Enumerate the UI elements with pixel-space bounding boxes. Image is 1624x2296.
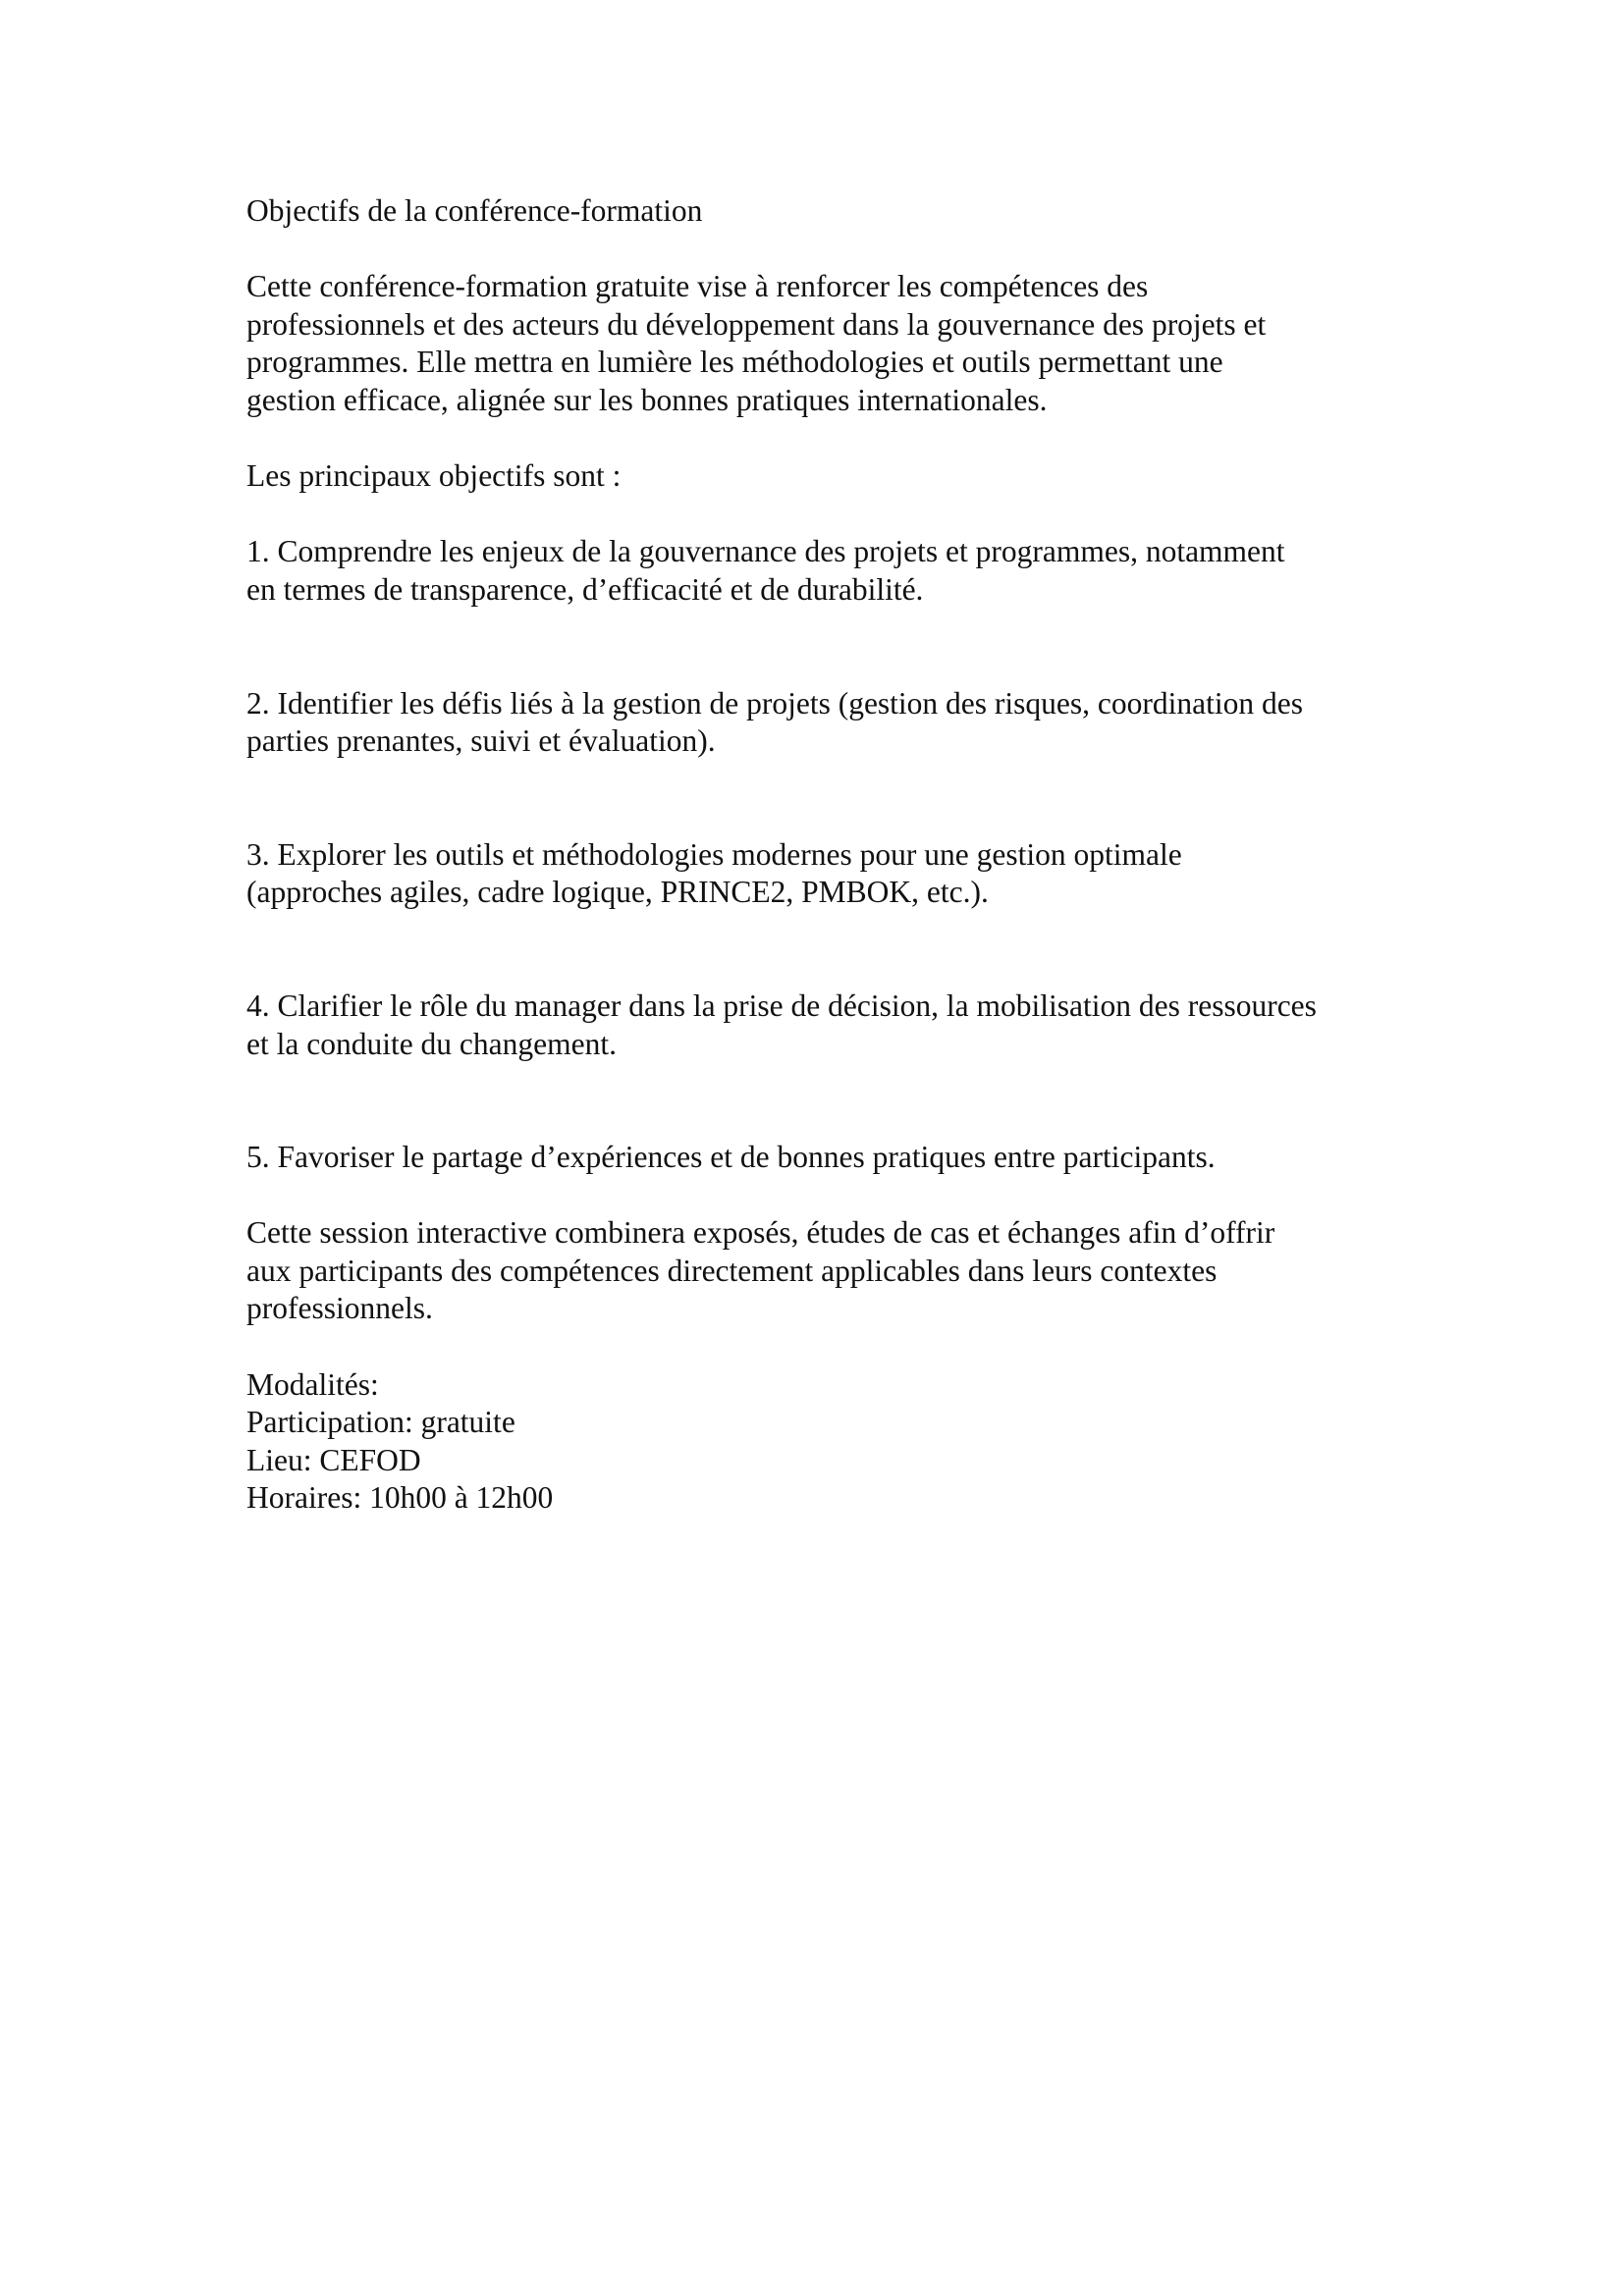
intro-line: Cette conférence-formation gratuite vise à renforcer les compétences des [246, 269, 1149, 304]
intro-line: gestion efficace, alignée sur les bonnes pratiques internationales. [246, 382, 1048, 417]
objective-line: et la conduite du changement. [246, 1026, 617, 1061]
objective-item-1 [246, 533, 1405, 609]
intro-line: professionnels et des acteurs du développement dans la gouvernance des projets et [246, 306, 1267, 342]
objective-item-5 [246, 1139, 1405, 1177]
objective-item-3 [246, 836, 1405, 912]
objective-line: en termes de transparence, d’efficacité et de durabilité. [246, 571, 924, 607]
participation-line: Participation: gratuite [246, 1405, 515, 1440]
objective-line: parties prenantes, suivi et évaluation). [246, 723, 716, 759]
lieu-line: Lieu: CEFOD [246, 1442, 421, 1477]
closing-line: aux participants des compétences directement applicables dans leurs contextes [246, 1253, 1218, 1288]
objective-item-2 [246, 685, 1405, 761]
intro-paragraph [246, 268, 1405, 419]
intro-line: programmes. Elle mettra en lumière les méthodologies et outils permettant une [246, 345, 1223, 380]
objectives-lead: Les principaux objectifs sont : [246, 458, 622, 494]
modalites-heading: Modalités: [246, 1366, 379, 1402]
objective-line: 1. Comprendre les enjeux de la gouvernance des projets et programmes, notamment [246, 534, 1285, 569]
modalites-block [246, 1366, 1405, 1518]
objective-line: 4. Clarifier le rôle du manager dans la prise de décision, la mobilisation des ressources [246, 988, 1317, 1023]
horaires-line: Horaires: 10h00 à 12h00 [246, 1480, 554, 1516]
objective-line: (approches agiles, cadre logique, PRINCE2, PMBOK, etc.). [246, 875, 989, 910]
closing-paragraph [246, 1214, 1405, 1328]
objective-line: 2. Identifier les défis liés à la gestion de projets (gestion des risques, coordination des [246, 685, 1303, 721]
closing-line: professionnels. [246, 1291, 433, 1326]
document-page [246, 192, 1405, 1518]
closing-line: Cette session interactive combinera exposés, études de cas et échanges afin d’offrir [246, 1215, 1275, 1251]
objective-line: 3. Explorer les outils et méthodologies modernes pour une gestion optimale [246, 836, 1182, 872]
document-title: Objectifs de la conférence-formation [246, 193, 703, 228]
objective-item-4 [246, 988, 1405, 1063]
objective-line: 5. Favoriser le partage d’expériences et de bonnes pratiques entre participants. [246, 1140, 1216, 1175]
